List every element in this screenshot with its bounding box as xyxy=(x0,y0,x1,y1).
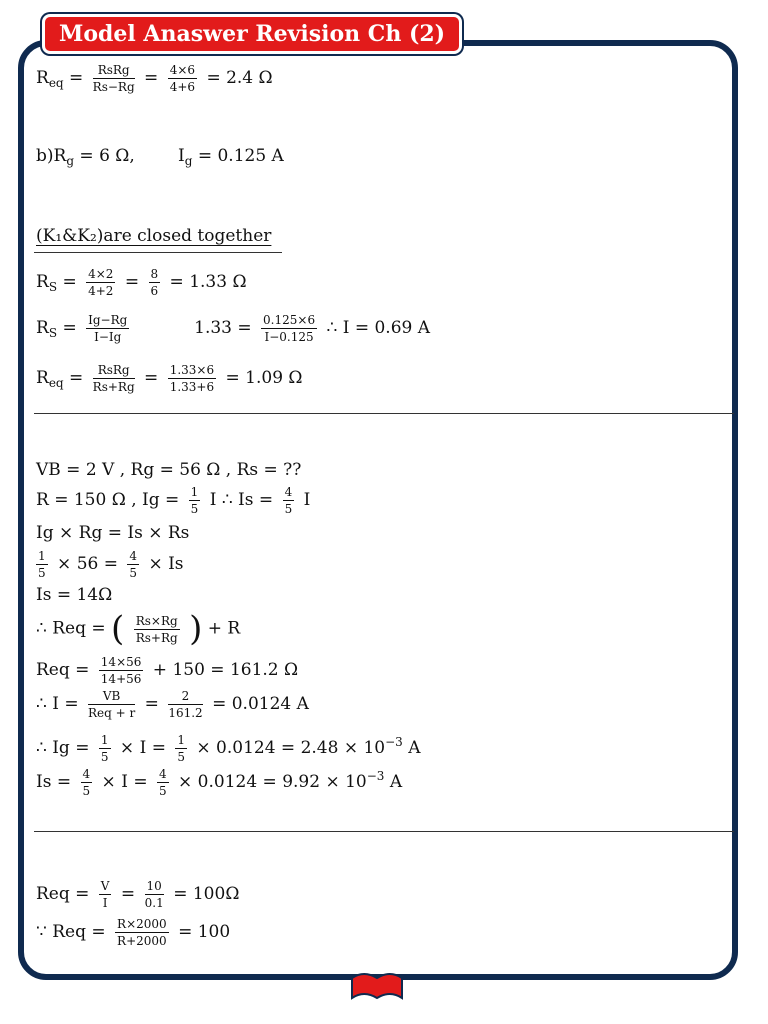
equation-req-2: $R_{eq}$ = $\frac{\text{RsRg}}{Rs+Rg}$ = $\frac{1.33\times 6}{1.33+6}$ = 1.09 Ω xyxy=(36,363,303,394)
page-title: Model Anaswer Revision Ch (2) xyxy=(42,14,462,54)
given-values-b: $b)R_g = 6$ Ω, $I_g = 0.125$ A xyxy=(36,146,284,168)
section-divider-1 xyxy=(34,413,734,414)
equation-rs-2: $R_S$ = $\frac{Ig-Rg}{I-Ig}$ 1.33 = $\frac{0.125\times 6}{I-0.125}$ ∴ I = 0.69 A xyxy=(36,313,431,344)
equation-ig-result: ∴ Ig = $\frac{1}{5}$ × I = $\frac{1}{5}$ × $0.0124 = 2.48 \times 10^{-3}$ A xyxy=(36,733,421,764)
section-heading-k1-k2: (K₁&K₂)are closed together xyxy=(36,226,272,246)
equation-req-6: ∵ Req = $\frac{R\times 2000}{R+2000}$ = 100 xyxy=(36,917,231,948)
equation-req-3: ∴ Req = ( $\frac{Rs\times Rg}{Rs+Rg}$ ) + R xyxy=(36,609,241,649)
equation-req-1: $R_{eq}$ = $\frac{\text{RsRg}}{Rs-Rg}$ = $\frac{4\times 6}{4+6}$ = 2.4 Ω xyxy=(36,63,273,94)
equation-substitution: $\frac{1}{5}$ × 56 = $\frac{4}{5}$ × Is xyxy=(38,549,184,580)
page-bookmark-icon xyxy=(350,970,404,1002)
equation-is-result: Is = 14Ω xyxy=(36,585,113,605)
equation-balance: Ig × Rg = Is × Rs xyxy=(36,523,190,543)
given-values-c: VB = 2 V , Rg = 56 Ω , Rs = ?? xyxy=(36,460,302,480)
heading-underline xyxy=(34,252,282,253)
section-divider-2 xyxy=(34,831,734,832)
equation-is-current: Is = $\frac{4}{5}$ × I = $\frac{4}{5}$ × $0.0124 = 9.92 \times 10^{-3}$ A xyxy=(36,767,403,798)
equation-ig: R = 150 Ω , Ig = $\frac{1}{5}$ I ∴ Is = $\frac{4}{5}$ I xyxy=(36,485,311,516)
equation-rs-1: $R_S$ = $\frac{4\times 2}{4+2}$ = $\frac{8}{6}$ = 1.33 Ω xyxy=(36,267,247,298)
equation-current: ∴ I = $\frac{VB}{\text{Req + r}}$ = $\frac{2}{161.2}$ = 0.0124 A xyxy=(36,689,309,720)
equation-req-4: Req = $\frac{14\times 56}{14+56}$ + 150 = 161.2 Ω xyxy=(36,655,299,686)
equation-req-5: Req = $\frac{V}{I}$ = $\frac{10}{0.1}$ = 100Ω xyxy=(36,879,240,910)
